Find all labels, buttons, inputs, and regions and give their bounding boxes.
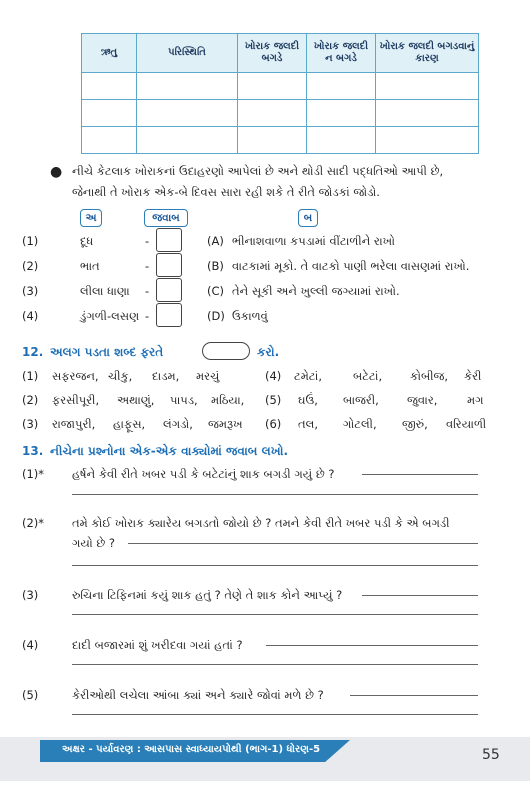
answer-line[interactable] — [72, 614, 478, 615]
word[interactable]: ટમેટાં, — [294, 369, 322, 383]
observation-table — [81, 33, 479, 154]
food-item: ડુંગળી-લસણ — [80, 309, 140, 323]
word[interactable]: પાપડ, — [170, 393, 198, 407]
row-number: (1) — [22, 234, 39, 248]
column-a-label: અ — [80, 209, 102, 227]
question-text: ગયો છે ? — [72, 536, 115, 550]
header-reason: ખોરાક જલદી બગડવાનું કારણ — [376, 34, 479, 73]
row-number: (2) — [22, 393, 39, 407]
question-text: હર્ષને કેવી રીતે ખબર પડી કે બટેટાંનું શાક બગડી ગયું છે ? — [72, 467, 335, 481]
q12-title-end: કરો. — [257, 345, 280, 359]
table-header-row — [82, 34, 479, 73]
word[interactable]: મરચું — [196, 369, 220, 383]
table-row — [82, 73, 479, 100]
word[interactable]: તલ, — [298, 417, 318, 431]
question-text: દાદી બજારમાં શું ખરીદવા ગયાં હતાં ? — [72, 638, 243, 652]
word[interactable]: કોબીજ, — [410, 369, 449, 383]
method-text: ઉકાળવું — [232, 309, 268, 323]
answer-line[interactable] — [72, 714, 478, 715]
row-number: (2) — [22, 259, 39, 273]
answer-line[interactable] — [266, 645, 478, 646]
option-label: (A) — [207, 234, 224, 248]
question-text: તમે કોઈ ખોરાક ક્યારેય બગડતો જોયો છે ? તમને કેવી રીતે ખબર પડી કે એ બગડી — [72, 516, 450, 530]
word[interactable]: ફરસીપૂરી, — [52, 393, 100, 407]
word[interactable]: મગ — [467, 393, 484, 407]
word[interactable]: બટેટાં, — [353, 369, 383, 383]
word[interactable]: અથાણું, — [117, 393, 155, 407]
dash: - — [145, 284, 150, 298]
word[interactable]: ચીકુ, — [108, 369, 133, 383]
question-number: (5) — [22, 688, 39, 702]
dash: - — [145, 234, 150, 248]
row-number: (1) — [22, 369, 39, 383]
table-row — [82, 127, 479, 154]
footer-book-title: અક્ષર - પર્યાવરણ : આસપાસ સ્વાધ્યાયપોથી (ભાગ-1) ધોરણ-5 — [62, 744, 321, 755]
bullet-icon: ● — [50, 164, 63, 180]
dash: - — [145, 259, 150, 273]
word[interactable]: રાજાપુરી, — [52, 417, 96, 431]
method-text: તેને સૂકી અને ખુલ્લી જગ્યામાં રાખો. — [232, 284, 400, 298]
question-number: (2)* — [22, 516, 45, 530]
option-label: (B) — [207, 259, 224, 273]
answer-line[interactable] — [362, 595, 478, 596]
answer-line[interactable] — [350, 695, 478, 696]
q12-number: 12. — [22, 345, 44, 359]
row-number: (4) — [22, 309, 39, 323]
answer-line[interactable] — [72, 664, 478, 665]
q11-instruction-line2: જેનાથી તે ખોરાક એક-બે દિવસ સારા રહી શકે તે રીતે જોડકાં જોડો. — [72, 185, 380, 199]
method-text: વાટકામાં મૂકો. તે વાટકો પાણી ભરેલા વાસણમાં રાખો. — [232, 259, 470, 273]
row-number: (4) — [265, 369, 282, 383]
q13-number: 13. — [22, 444, 44, 458]
answer-box[interactable] — [156, 253, 182, 277]
answer-box[interactable] — [156, 278, 182, 302]
word[interactable]: દાડમ, — [152, 369, 180, 383]
dash: - — [145, 309, 150, 323]
word[interactable]: જીરું, — [402, 417, 428, 431]
word[interactable]: કેરી — [464, 369, 482, 383]
row-number: (3) — [22, 284, 39, 298]
header-season: ઋતુ — [82, 34, 137, 73]
option-label: (C) — [207, 284, 225, 298]
food-item: ભાત — [80, 259, 100, 273]
question-number: (3) — [22, 588, 39, 602]
header-not-spoil: ખોરાક જલદી ન બગડે — [307, 34, 376, 73]
word[interactable]: સફરજન, — [52, 369, 99, 383]
word[interactable]: મઠિયા, — [211, 393, 245, 407]
word[interactable]: જમરૂખ — [208, 417, 243, 431]
word[interactable]: હાફૂસ, — [113, 417, 146, 431]
column-answer-label: જવાબ — [144, 209, 188, 227]
method-text: ભીનાશવાળા કપડામાં વીંટાળીને રાખો — [232, 234, 396, 248]
answer-line[interactable] — [128, 543, 478, 544]
question-number: (1)* — [22, 467, 45, 481]
word[interactable]: લંગડો, — [163, 417, 193, 431]
row-number: (5) — [265, 393, 282, 407]
answer-box[interactable] — [156, 228, 182, 252]
word[interactable]: ઘઉં, — [298, 393, 318, 407]
option-label: (D) — [207, 309, 225, 323]
q12-title: અલગ પડતા શબ્દ ફરતે — [50, 345, 164, 359]
question-text: કેરીઓથી લચેલા આંબા ક્યાં અને ક્યારે જોવાં મળે છે ? — [72, 688, 324, 702]
row-number: (3) — [22, 417, 39, 431]
food-item: લીલા ધાણા — [80, 284, 130, 298]
word[interactable]: જુવાર, — [407, 393, 438, 407]
word[interactable]: ગોટલી, — [343, 417, 377, 431]
header-situation: પરિસ્થિતિ — [137, 34, 238, 73]
table-row — [82, 100, 479, 127]
column-b-label: બ — [298, 209, 318, 227]
question-text: રુચિના ટિફિનમાં કયું શાક હતું ? તેણે તે શાક કોને આપ્યું ? — [72, 588, 343, 602]
header-spoils-fast: ખોરાક જલદી બગડે — [238, 34, 307, 73]
word[interactable]: વરિયાળી — [446, 417, 487, 431]
answer-line[interactable] — [72, 494, 478, 495]
food-item: દૂધ — [80, 234, 94, 248]
q13-title: નીચેના પ્રશ્નોના એક-એક વાક્યોમાં જવાબ લખો. — [50, 444, 289, 458]
answer-line[interactable] — [72, 565, 478, 566]
question-number: (4) — [22, 638, 39, 652]
row-number: (6) — [265, 417, 282, 431]
answer-box[interactable] — [156, 303, 182, 327]
circle-icon — [202, 342, 250, 360]
q11-instruction-line1: નીચે કેટલાક ખોરાકનાં ઉદાહરણો આપેલાં છે અને થોડી સાદી પદ્ધતિઓ આપી છે, — [72, 164, 444, 178]
page-number: 55 — [482, 747, 500, 763]
answer-line[interactable] — [362, 474, 478, 475]
word[interactable]: બાજરી, — [343, 393, 379, 407]
